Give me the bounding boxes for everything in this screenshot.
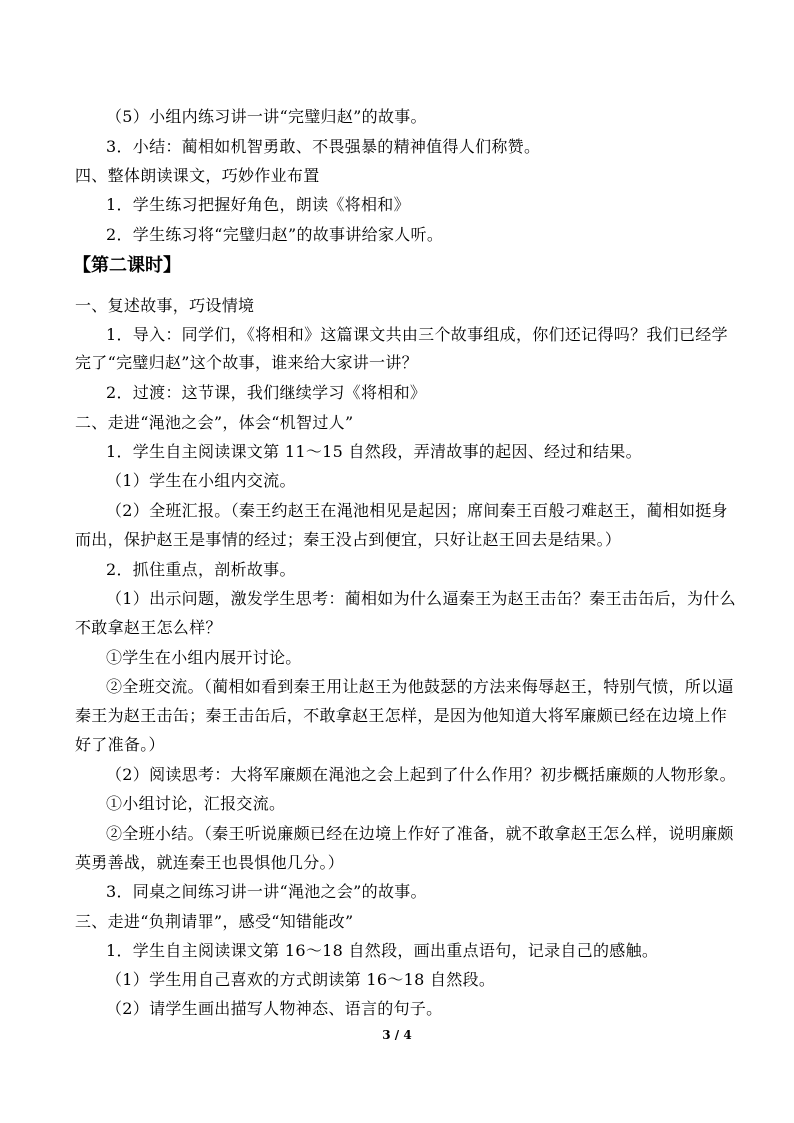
- section-heading: 三、走进“负荆请罪”，感受“知错能改”: [75, 912, 354, 931]
- text-line: （2）全班汇报。（秦王约赵王在渑池相见是起因；席间秦王百般刁难赵王，蔺相如挺身: [106, 501, 728, 520]
- text-line: （2）阅读思考：大将军廉颇在渑池之会上起到了什么作用？初步概括廉颇的人物形象。: [106, 765, 736, 784]
- section-heading: 一、复述故事，巧设情境: [75, 296, 255, 315]
- text-line: 1．学生自主阅读课文第 16～18 自然段，画出重点语句，记录自己的感触。: [106, 941, 659, 960]
- text-line: ①小组讨论，汇报交流。: [106, 794, 286, 813]
- text-line: 1．导入：同学们，《将相和》这篇课文共由三个故事组成，你们还记得吗？我们已经学: [106, 325, 728, 344]
- text-line: （1）学生在小组内交流。: [106, 471, 296, 490]
- text-line: （2）请学生画出描写人物神态、语言的句子。: [106, 999, 443, 1018]
- text-line: 2．过渡：这节课，我们继续学习《将相和》: [106, 383, 427, 402]
- text-line: ①学生在小组内展开讨论。: [106, 648, 302, 667]
- text-line: 完了“完璧归赵”这个故事，谁来给大家讲一讲？: [75, 353, 418, 372]
- text-line: ②全班小结。（秦王听说廉颇已经在边境上作好了准备，就不敢拿赵王怎么样，说明廉颇: [106, 824, 734, 843]
- text-line: 秦王为赵王击缶；秦王击缶后，不敢拿赵王怎样，是因为他知道大将军廉颇已经在边境上作: [75, 706, 728, 725]
- text-line: 3．同桌之间练习讲一讲“渑池之会”的故事。: [106, 882, 427, 901]
- text-line: 而出，保护赵王是事情的经过；秦王没占到便宜，只好让赵王回去是结果。）: [75, 530, 622, 549]
- text-line: 1．学生自主阅读课文第 11～15 自然段，弄清故事的起因、经过和结果。: [106, 442, 642, 461]
- page-number: 3 / 4: [382, 1028, 412, 1042]
- text-line: （1）学生用自己喜欢的方式朗读第 16～18 自然段。: [106, 970, 496, 989]
- text-line: 2．学生练习将“完璧归赵”的故事讲给家人听。: [106, 225, 444, 244]
- lesson-heading: 【第二课时】: [73, 255, 181, 276]
- text-line: （5）小组内练习讲一讲“完璧归赵”的故事。: [106, 107, 427, 126]
- section-heading: 四、整体朗读课文，巧妙作业布置: [75, 166, 320, 185]
- text-line: 英勇善战，就连秦王也畏惧他几分。）: [75, 853, 345, 872]
- text-line: 好了准备。）: [75, 735, 165, 754]
- text-line: 3．小结：蔺相如机智勇敢、不畏强暴的精神值得人们称赞。: [106, 137, 541, 156]
- text-line: ②全班交流。（蔺相如看到秦王用让赵王为他鼓瑟的方法来侮辱赵王，特别气愤，所以逼: [106, 677, 734, 696]
- text-line: 2．抓住重点，剖析故事。: [106, 560, 296, 579]
- section-heading: 二、走进“渑池之会”，体会“机智过人”: [75, 413, 354, 432]
- text-line: 不敢拿赵王怎么样？: [75, 618, 222, 637]
- text-line: 1．学生练习把握好角色，朗读《将相和》: [106, 195, 410, 214]
- text-line: （1）出示问题，激发学生思考：蔺相如为什么逼秦王为赵王击缶？秦王击缶后，为什么: [106, 589, 736, 608]
